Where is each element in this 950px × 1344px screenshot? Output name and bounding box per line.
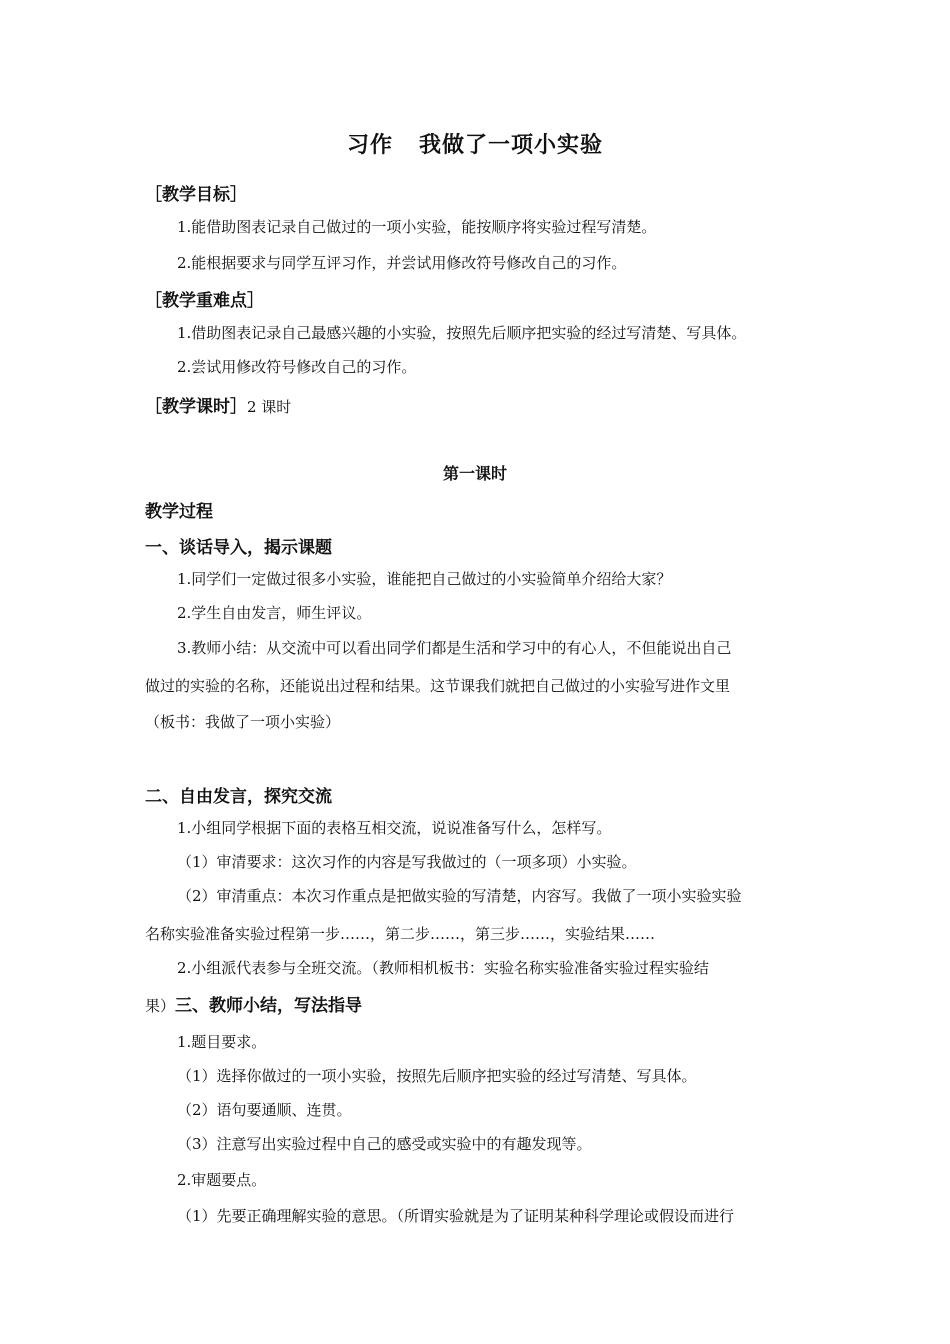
- hours-value: 2 课时: [247, 398, 292, 416]
- hours-heading: ［教学课时］: [145, 397, 247, 417]
- section-2-line: 果）: [145, 997, 176, 1015]
- objective-item: 2.能根据要求与同学互评习作，并尝试用修改符号修改自己的习作。: [177, 254, 627, 272]
- section-1-line: 1.同学们一定做过很多小实验，谁能把自己做过的小实验简单介绍给大家？: [177, 570, 672, 588]
- section-1-line: 3.教师小结：从交流中可以看出同学们都是生活和学习中的有心人，不但能说出自己: [177, 639, 732, 657]
- section-3-line: （3）注意写出实验过程中自己的感受或实验中的有趣发现等。: [177, 1135, 592, 1153]
- section-2-heading: 二、自由发言，探究交流: [145, 787, 332, 807]
- key-point-item: 1.借助图表记录自己最感兴趣的小实验，按照先后顺序把实验的经过写清楚、写具体。: [177, 324, 747, 342]
- section-3-line: （2）语句要通顺、连贯。: [177, 1101, 352, 1119]
- objectives-heading: ［教学目标］: [145, 185, 247, 205]
- section-1-line: （板书：我做了一项小实验）: [145, 713, 341, 731]
- process-heading: 教学过程: [145, 502, 213, 522]
- section-3-line: 2.审题要点。: [177, 1171, 267, 1189]
- key-point-item: 2.尝试用修改符号修改自己的习作。: [177, 358, 417, 376]
- title-part-1: 习作: [346, 133, 393, 158]
- key-points-heading: ［教学重难点］: [145, 291, 264, 311]
- hours-row: [145, 392, 291, 417]
- section-1-line: 做过的实验的名称，还能说出过程和结果。这节课我们就把自己做过的小实验写进作文里: [145, 677, 731, 695]
- section-2-line: 2.小组派代表参与全班交流。（教师相机板书：实验名称实验准备实验过程实验结: [177, 959, 709, 977]
- section-2-line: （2）审清重点：本次习作重点是把做实验的写清楚，内容写。我做了一项小实验实验: [177, 887, 742, 905]
- section-2-line: 1.小组同学根据下面的表格互相交流，说说准备写什么，怎样写。: [177, 819, 612, 837]
- document-title: [0, 128, 950, 159]
- section-3-line: （1）选择你做过的一项小实验，按照先后顺序把实验的经过写清楚、写具体。: [177, 1067, 697, 1085]
- title-part-2: 我做了一项小实验: [419, 133, 604, 158]
- section-2-line: （1）审清要求：这次习作的内容是写我做过的（一项多项）小实验。: [177, 853, 637, 871]
- section-1-heading: 一、谈话导入，揭示课题: [145, 538, 332, 558]
- section-1-line: 2.学生自由发言，师生评议。: [177, 604, 372, 622]
- lesson-1-heading: 第一课时: [442, 464, 507, 483]
- section-2-line: 名称实验准备实验过程第一步……，第二步……，第三步……，实验结果……: [145, 925, 656, 943]
- objective-item: 1.能借助图表记录自己做过的一项小实验，能按顺序将实验过程写清楚。: [177, 218, 657, 236]
- section-3-line: 1.题目要求。: [177, 1033, 267, 1051]
- section-2-last-row: [145, 996, 810, 1016]
- section-3-line: （1）先要正确理解实验的意思。（所谓实验就是为了证明某种科学理论或假设而进行: [177, 1207, 735, 1225]
- section-3-heading: 三、教师小结，写法指导: [175, 996, 363, 1016]
